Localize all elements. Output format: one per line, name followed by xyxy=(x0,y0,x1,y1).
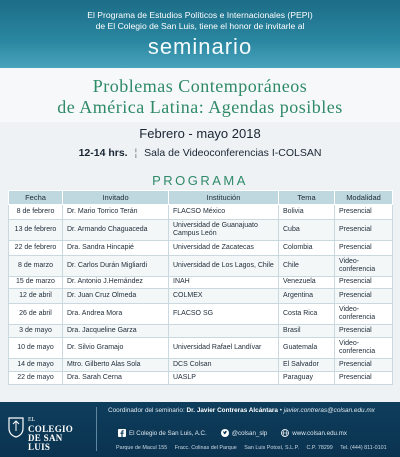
cell-tema: Chile xyxy=(279,256,335,277)
event-hours: 12-14 hrs. xyxy=(78,147,128,159)
footer-divider xyxy=(96,407,97,451)
table-row xyxy=(9,289,393,304)
coordinator-line xyxy=(108,407,375,414)
address-part: Tel. (444) 811-0101 xyxy=(340,445,387,451)
event-dates: Febrero - mayo 2018 xyxy=(139,126,261,141)
address-part: San Luis Potosí, S.L.P. xyxy=(244,445,300,451)
header-line-1: El Programa de Estudios Políticos e Internacionales (PEPI) xyxy=(87,10,313,20)
address-line xyxy=(116,445,393,451)
table-row xyxy=(9,205,393,220)
event-venue: Sala de Videoconferencias I-COLSAN xyxy=(144,147,322,159)
address-part: Fracc. Colinas del Parque xyxy=(174,445,237,451)
cell-invitado: Dra. Sarah Cerna xyxy=(63,372,169,385)
logo-el: EL xyxy=(28,417,36,423)
cell-invitado: Dra. Andrea Mora xyxy=(63,304,169,325)
coord-prefix: Coordinador del seminario: xyxy=(108,407,185,414)
cell-institucion: INAH xyxy=(169,277,279,289)
cell-invitado: Dra. Jacqueline Garza xyxy=(63,325,169,338)
cell-modalidad: Presencial xyxy=(335,241,393,256)
cell-tema: Argentina xyxy=(279,289,335,304)
cell-invitado: Dr. Juan Cruz Olmeda xyxy=(63,289,169,304)
facebook-label: El Colegio de San Luis, A.C. xyxy=(129,429,207,437)
cell-modalidad: Video-conferencia xyxy=(335,338,393,359)
cell-fecha: 3 de mayo xyxy=(9,325,63,338)
twitter-label: @colsan_slp xyxy=(231,429,268,437)
table-row xyxy=(9,220,393,241)
cell-modalidad: Presencial xyxy=(335,359,393,372)
table-row xyxy=(9,241,393,256)
table-row xyxy=(9,325,393,338)
event-separator: ¦ xyxy=(134,147,138,159)
header-tema: Tema xyxy=(279,191,335,205)
cell-institucion: Universidad Rafael Landívar xyxy=(169,338,279,359)
twitter-link[interactable] xyxy=(221,429,268,437)
program-table xyxy=(8,190,393,385)
coord-name: Dr. Javier Contreras Alcántara xyxy=(186,407,278,414)
logo-colegio: COLEGIO xyxy=(28,424,74,434)
twitter-icon xyxy=(221,429,229,437)
cell-fecha: 22 de mayo xyxy=(9,372,63,385)
cell-modalidad: Presencial xyxy=(335,205,393,220)
cell-institucion: DCS Colsan xyxy=(169,359,279,372)
website-label: www.colsan.edu.mx xyxy=(292,429,347,437)
cell-tema: Guatemala xyxy=(279,338,335,359)
globe-icon xyxy=(281,429,289,437)
cell-modalidad: Video-conferencia xyxy=(335,304,393,325)
cell-fecha: 8 de marzo xyxy=(9,256,63,277)
cell-institucion: Universidad de Zacatecas xyxy=(169,241,279,256)
logo-sanluis: DE SAN LUIS xyxy=(28,433,63,452)
table-row xyxy=(9,256,393,277)
cell-fecha: 8 de febrero xyxy=(9,205,63,220)
cell-fecha: 12 de abril xyxy=(9,289,63,304)
header-line-2: de El Colegio de San Luis, tiene el honor de invitarle al xyxy=(95,21,305,31)
cell-tema: Paraguay xyxy=(279,372,335,385)
cell-fecha: 22 de febrero xyxy=(9,241,63,256)
cell-fecha: 15 de marzo xyxy=(9,277,63,289)
table-row xyxy=(9,359,393,372)
title-line-1: Problemas Contemporáneos xyxy=(92,76,308,96)
cell-modalidad: Presencial xyxy=(335,277,393,289)
seminar-word: seminario xyxy=(147,34,253,59)
coord-sep: • xyxy=(279,407,282,414)
facebook-icon xyxy=(118,429,126,437)
cell-institucion: UASLP xyxy=(169,372,279,385)
facebook-link[interactable] xyxy=(118,429,207,437)
cell-invitado: Dr. Mario Torrico Terán xyxy=(63,205,169,220)
event-info xyxy=(0,126,400,161)
cell-institucion: Universidad de Los Lagos, Chile xyxy=(169,256,279,277)
shield-icon xyxy=(8,416,24,438)
cell-tema: Brasil xyxy=(279,325,335,338)
cell-tema: Venezuela xyxy=(279,277,335,289)
cell-fecha: 10 de mayo xyxy=(9,338,63,359)
coord-email[interactable]: javier.contreras@colsan.edu.mx xyxy=(283,407,375,414)
cell-invitado: Mtro. Gilberto Alas Sola xyxy=(63,359,169,372)
cell-fecha: 26 de abril xyxy=(9,304,63,325)
cell-tema: Costa Rica xyxy=(279,304,335,325)
cell-invitado: Dra. Sandra Hincapié xyxy=(63,241,169,256)
cell-tema: Bolivia xyxy=(279,205,335,220)
website-link[interactable] xyxy=(281,429,347,437)
cell-institucion xyxy=(169,325,279,338)
title-line-2: de América Latina: Agendas posibles xyxy=(57,97,343,117)
header-modalidad: Modalidad xyxy=(335,191,393,205)
cell-invitado: Dr. Silvio Gramajo xyxy=(63,338,169,359)
footer xyxy=(0,402,400,457)
cell-institucion: Universidad de Guanajuato Campus León xyxy=(169,220,279,241)
cell-tema: El Salvador xyxy=(279,359,335,372)
header-institucion: Institución xyxy=(169,191,279,205)
header-banner xyxy=(0,0,400,68)
title-box xyxy=(0,68,400,122)
cell-fecha: 14 de mayo xyxy=(9,359,63,372)
social-links xyxy=(118,429,396,437)
header-fecha: Fecha xyxy=(9,191,63,205)
cell-invitado: Dr. Antonio J.Hernández xyxy=(63,277,169,289)
cell-institucion: FLACSO SG xyxy=(169,304,279,325)
table-header-row xyxy=(9,191,393,205)
table-row xyxy=(9,277,393,289)
cell-modalidad: Video-conferencia xyxy=(335,256,393,277)
cell-institucion: COLMEX xyxy=(169,289,279,304)
cell-fecha: 13 de febrero xyxy=(9,220,63,241)
cell-tema: Cuba xyxy=(279,220,335,241)
cell-institucion: FLACSO México xyxy=(169,205,279,220)
cell-tema: Colombia xyxy=(279,241,335,256)
colsan-logo xyxy=(8,414,86,452)
cell-invitado: Dr. Armando Chaguaceda xyxy=(63,220,169,241)
programa-heading: PROGRAMA xyxy=(152,173,248,188)
cell-modalidad: Presencial xyxy=(335,289,393,304)
cell-modalidad: Presencial xyxy=(335,220,393,241)
header-invitado: Invitado xyxy=(63,191,169,205)
event-time-venue xyxy=(0,146,400,161)
address-part: Parque de Macul 155 xyxy=(116,445,168,451)
table-row xyxy=(9,338,393,359)
cell-invitado: Dr. Carlos Durán Migliardi xyxy=(63,256,169,277)
table-row xyxy=(9,372,393,385)
cell-modalidad: Presencial xyxy=(335,325,393,338)
cell-modalidad: Presencial xyxy=(335,372,393,385)
table-row xyxy=(9,304,393,325)
address-part: C.P. 78299 xyxy=(306,445,333,451)
